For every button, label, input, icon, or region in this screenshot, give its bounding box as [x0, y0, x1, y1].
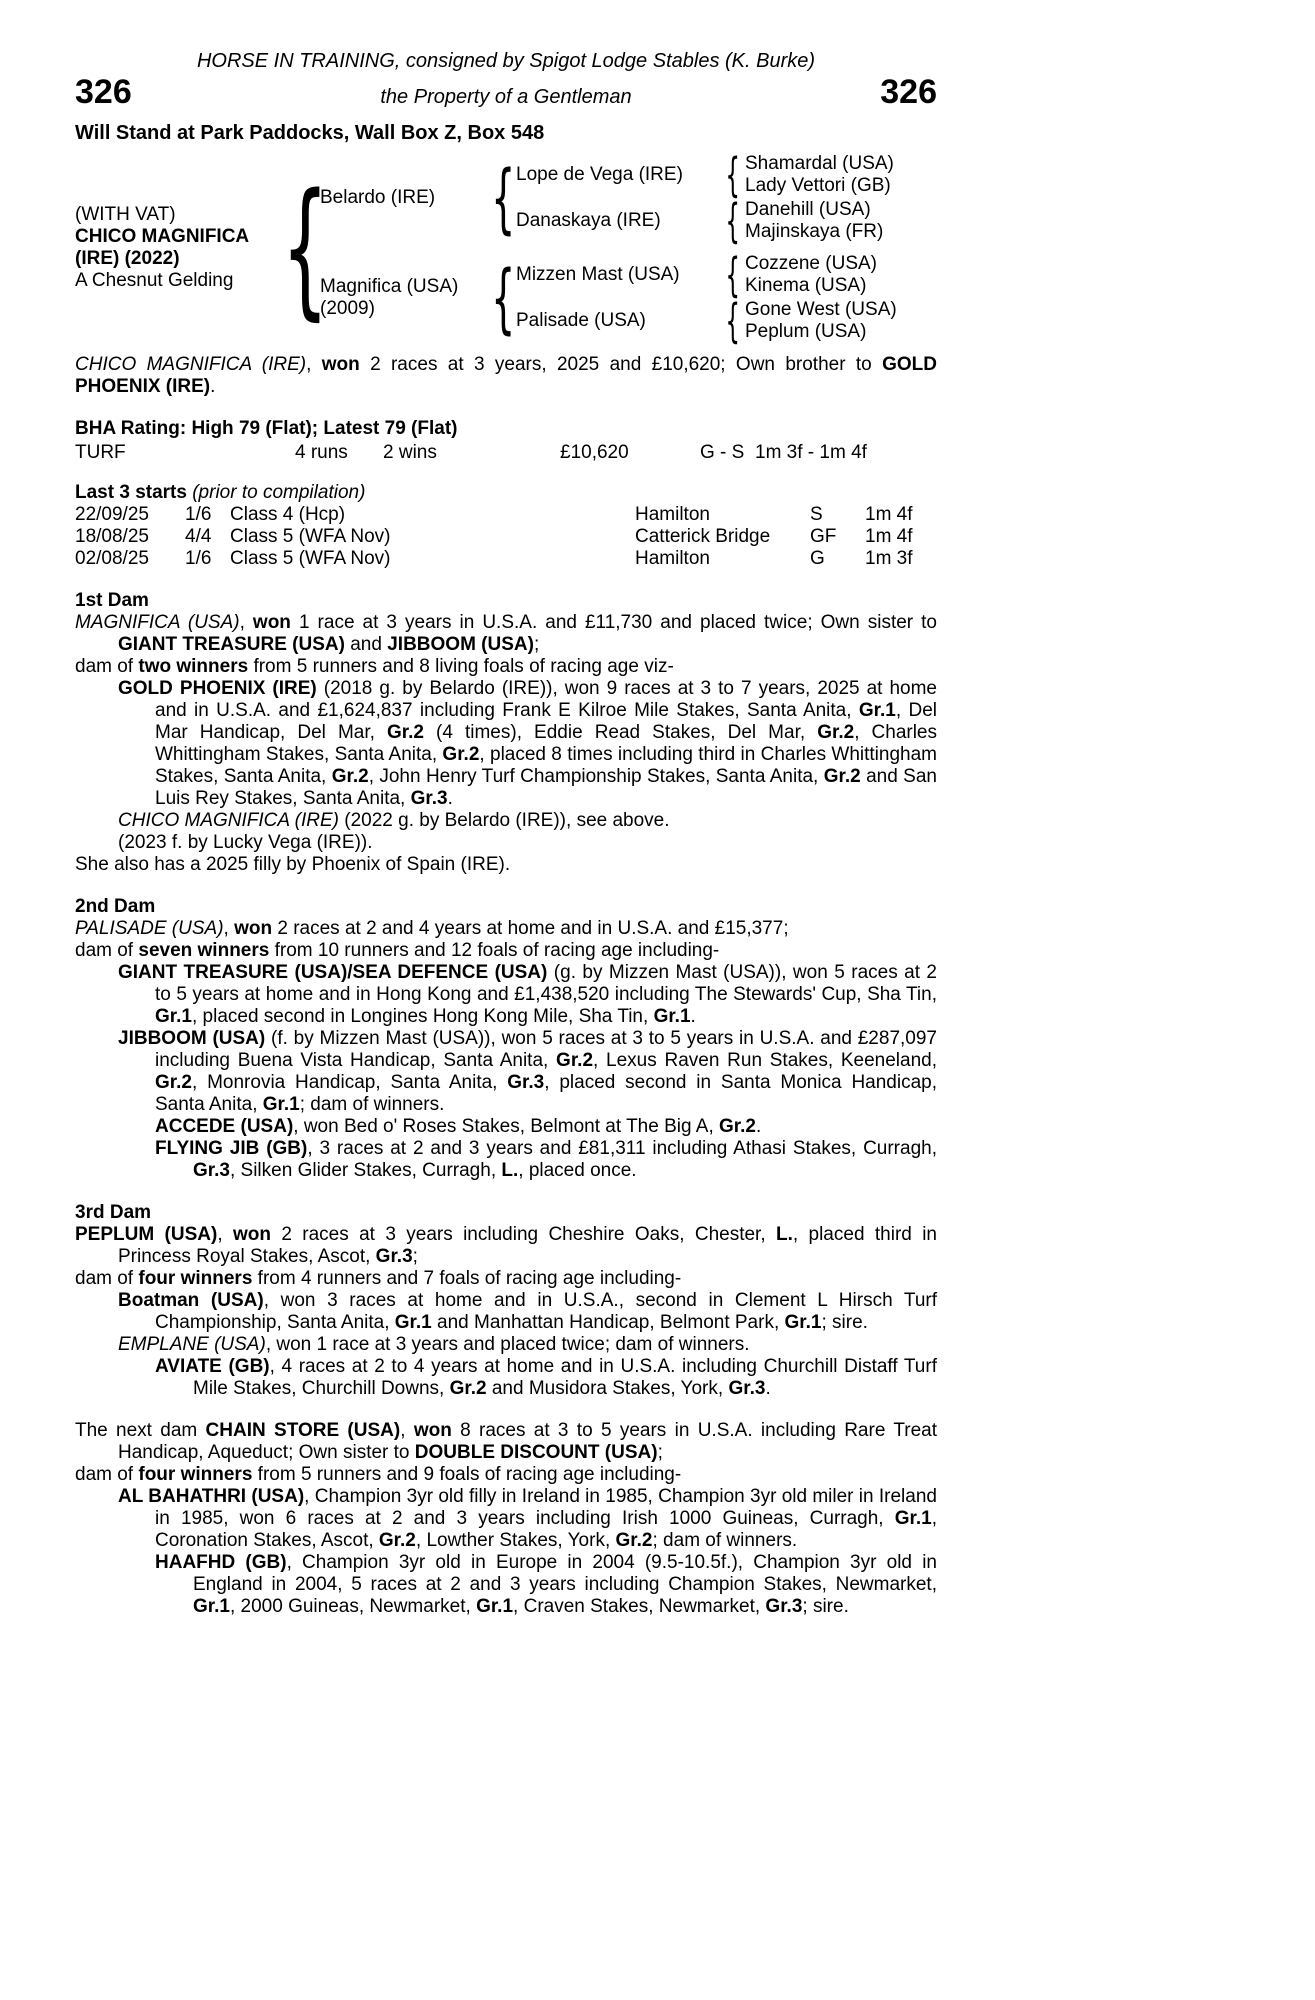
progeny-paragraph: (2023 f. by Lucky Vega (IRE)).: [118, 832, 373, 853]
vat-note: (WITH VAT): [75, 204, 176, 225]
bha-rating-block: [75, 418, 937, 464]
dam-produce-summary: dam of four winners from 4 runners and 7 foals of racing age including-: [75, 1268, 682, 1289]
consignor-line: HORSE IN TRAINING, consigned by Spigot Lodge Stables (K. Burke): [196, 50, 816, 72]
progeny-paragraph: Boatman (USA), won 3 races at home and in U.S.A., second in Clement L Hirsch Turf Championship, Santa Anita, Gr.1 and Manhattan Handicap, Belmont Park, Gr.1; sire.: [118, 1290, 938, 1333]
sire-sire-group: [516, 148, 894, 202]
dam-produce-summary: dam of four winners from 5 runners and 9 foals of racing age including-: [75, 1464, 682, 1485]
dam-dam-group: [516, 294, 897, 348]
dam-year: (2009): [320, 298, 375, 319]
first-dam-section: [75, 590, 937, 876]
dam-record-paragraph: PALISADE (USA), won 2 races at 2 and 4 years at home and in U.S.A. and £15,377;: [75, 918, 789, 939]
progeny-paragraph: AVIATE (GB), 4 races at 2 to 4 years at home and in U.S.A. including Churchill Distaff Turf Mile Stakes, Churchill Downs, Gr.2 and Musidora Stakes, York, Gr.3.: [155, 1356, 937, 1399]
sire-dam-group: [516, 194, 894, 248]
progeny-paragraph: GIANT TREASURE (USA)/SEA DEFENCE (USA) (g. by Mizzen Mast (USA)), won 5 races at 2 to 5 years at home and in Hong Kong and £1,438,520 including The Stewards' Cup, Sha Tin, Gr.1, placed second in Longines Hong Kong Mile, Sha Tin, Gr.1.: [118, 962, 937, 1027]
progeny-paragraph: FLYING JIB (GB), 3 races at 2 and 3 years and £81,311 including Athasi Stakes, Curragh, Gr.3, Silken Glider Stakes, Curragh, L., placed once.: [155, 1138, 937, 1181]
dam-produce-summary: dam of seven winners from 10 runners and 12 foals of racing age including-: [75, 940, 720, 961]
ancestor-name: Shamardal (USA): [745, 153, 894, 174]
lot-line: [75, 74, 937, 110]
ancestor-name: Peplum (USA): [745, 321, 867, 342]
sire-dam-parents: [745, 199, 883, 243]
turf-going-range: G - S: [700, 442, 745, 463]
ancestor-name: Danehill (USA): [745, 199, 871, 220]
last-starts-heading: [75, 482, 937, 504]
race-record-paragraph: CHICO MAGNIFICA (IRE), won 2 races at 3 years, 2025 and £10,620; Own brother to GOLD PHOENIX (IRE).: [75, 354, 937, 397]
sire-name: Belardo (IRE): [320, 187, 436, 208]
start-going: G: [810, 548, 825, 569]
start-date: 22/09/25: [75, 504, 149, 525]
section-heading-2nd-dam: 2nd Dam: [75, 896, 156, 917]
progeny-paragraph: CHICO MAGNIFICA (IRE) (2022 g. by Belardo (IRE)), see above.: [118, 810, 670, 831]
start-class: Class 5 (WFA Nov): [230, 526, 391, 547]
start-position: 1/6: [185, 548, 212, 569]
start-row: [75, 526, 937, 548]
pedigree-brace-dam-dam: {: [725, 294, 741, 348]
start-distance: 1m 3f: [865, 548, 913, 569]
next-dam-section: [75, 1420, 937, 1618]
second-dam-section: [75, 896, 937, 1182]
start-course: Hamilton: [635, 504, 710, 525]
dam-record-paragraph: MAGNIFICA (USA), won 1 race at 3 years in U.S.A. and £11,730 and placed twice; Own sister to GIANT TREASURE (USA) and JIBBOOM (USA);: [75, 612, 937, 655]
dam-group: [320, 248, 897, 348]
start-row: [75, 504, 937, 526]
start-going: GF: [810, 526, 837, 547]
sire-group: [320, 148, 897, 248]
dam-sire-parents: [745, 253, 877, 297]
section-heading-3rd-dam: 3rd Dam: [75, 1202, 152, 1223]
stand-location-line: Will Stand at Park Paddocks, Wall Box Z, Box 548: [75, 122, 545, 144]
progeny-paragraph: AL BAHATHRI (USA), Champion 3yr old filly in Ireland in 1985, Champion 3yr old miler in Ireland in 1985, won 6 races at 2 and 3 years including Irish 1000 Guineas, Curragh, Gr.1, Coronation Stakes, Ascot, Gr.2, Lowther Stakes, York, Gr.2; dam of winners.: [118, 1486, 937, 1551]
progeny-paragraph: EMPLANE (USA), won 1 race at 3 years and placed twice; dam of winners.: [118, 1334, 750, 1355]
progeny-paragraph: JIBBOOM (USA) (f. by Mizzen Mast (USA)), won 5 races at 3 to 5 years in U.S.A. and £287,097 including Buena Vista Handicap, Santa Anita, Gr.2, Lexus Raven Run Stakes, Keeneland, Gr.2, Monrovia Handicap, Santa Anita, Gr.3, placed second in Santa Monica Handicap, Santa Anita, Gr.1; dam of winners.: [118, 1028, 938, 1115]
dam-dam-parents: [745, 299, 897, 343]
note-paragraph: She also has a 2025 filly by Phoenix of Spain (IRE).: [75, 854, 511, 875]
catalogue-page: [75, 0, 937, 1618]
start-date: 18/08/25: [75, 526, 149, 547]
subject-horse-block: [75, 204, 290, 292]
start-course: Catterick Bridge: [635, 526, 771, 547]
ancestor-name: Kinema (USA): [745, 275, 867, 296]
subject-description: A Chesnut Gelding: [75, 270, 234, 291]
progeny-paragraph: ACCEDE (USA), won Bed o' Roses Stakes, Belmont at The Big A, Gr.2.: [155, 1116, 762, 1137]
pedigree-brace-dam: {: [490, 253, 516, 342]
sire-sire-name: Lope de Vega (IRE): [516, 164, 683, 185]
dam-gen2-column: [516, 248, 897, 348]
dam-dam-name: Palisade (USA): [516, 310, 646, 331]
progeny-paragraph: GOLD PHOENIX (IRE) (2018 g. by Belardo (IRE)), won 9 races at 3 to 7 years, 2025 at home and in U.S.A. and £1,624,837 including Frank E Kilroe Mile Stakes, Santa Anita, Gr.1, Del Mar Handicap, Del Mar, Gr.2 (4 times), Eddie Read Stakes, Del Mar, Gr.2, Charles Whittingham Stakes, Santa Anita, Gr.2, placed 8 times including third in Charles Whittingham Stakes, Santa Anita, Gr.2, John Henry Turf Championship Stakes, Santa Anita, Gr.2 and San Luis Rey Stakes, Santa Anita, Gr.3.: [118, 678, 937, 809]
turf-earnings: £10,620: [560, 442, 629, 463]
pedigree-brace-sire: {: [490, 153, 516, 242]
dam-record-paragraph: PEPLUM (USA), won 2 races at 3 years including Cheshire Oaks, Chester, L., placed third in Princess Royal Stakes, Ascot, Gr.3;: [75, 1224, 937, 1267]
ancestor-name: Majinskaya (FR): [745, 221, 884, 242]
sire-dam-name: Danaskaya (IRE): [516, 210, 661, 231]
pedigree-gen1-column: [320, 148, 897, 348]
start-going: S: [810, 504, 823, 525]
pedigree-brace-sire-sire: {: [725, 148, 741, 202]
dam-name-block: [320, 276, 490, 320]
bha-rating-line: BHA Rating: High 79 (Flat); Latest 79 (Flat): [75, 418, 458, 439]
start-class: Class 5 (WFA Nov): [230, 548, 391, 569]
progeny-paragraph: HAAFHD (GB), Champion 3yr old in Europe in 2004 (9.5-10.5f.), Champion 3yr old in England in 2004, 5 races at 2 and 3 years including Champion Stakes, Newmarket, Gr.1, 2000 Guineas, Newmarket, Gr.1, Craven Stakes, Newmarket, Gr.3; sire.: [155, 1552, 937, 1617]
turf-distance-range: 1m 3f - 1m 4f: [755, 442, 867, 463]
dam-sire-name: Mizzen Mast (USA): [516, 264, 680, 285]
start-course: Hamilton: [635, 548, 710, 569]
start-row: [75, 548, 937, 570]
turf-runs: 4 runs: [295, 442, 348, 463]
ancestor-name: Gone West (USA): [745, 299, 897, 320]
ancestor-name: Cozzene (USA): [745, 253, 877, 274]
dam-name: Magnifica (USA): [320, 276, 459, 297]
section-heading-1st-dam: 1st Dam: [75, 590, 149, 611]
start-class: Class 4 (Hcp): [230, 504, 346, 525]
dam-sire-group: [516, 248, 897, 302]
pedigree-brace-sire-dam: {: [725, 194, 741, 248]
start-position: 4/4: [185, 526, 212, 547]
lot-number-left: 326: [75, 73, 132, 111]
lot-number-right: 326: [880, 73, 937, 111]
start-distance: 1m 4f: [865, 526, 913, 547]
subject-name: CHICO MAGNIFICA: [75, 226, 250, 247]
dam-produce-summary: dam of two winners from 5 runners and 8 living foals of racing age viz-: [75, 656, 674, 677]
start-distance: 1m 4f: [865, 504, 913, 525]
third-dam-section: [75, 1202, 937, 1400]
pedigree-brace-outer: {: [281, 162, 329, 334]
last-starts-block: [75, 482, 937, 570]
ancestor-name: Lady Vettori (GB): [745, 175, 891, 196]
turf-summary-row: [75, 442, 937, 464]
last-starts-title: Last 3 starts: [75, 482, 187, 503]
start-date: 02/08/25: [75, 548, 149, 569]
last-starts-subtitle: (prior to compilation): [192, 482, 366, 503]
sire-gen2-column: [516, 148, 894, 248]
turf-wins: 2 wins: [383, 442, 437, 463]
pedigree-table: [75, 148, 937, 348]
turf-label: TURF: [75, 442, 126, 463]
next-dam-paragraph: The next dam CHAIN STORE (USA), won 8 races at 3 to 5 years in U.S.A. including Rare Treat Handicap, Aqueduct; Own sister to DOUBLE DISCOUNT (USA);: [75, 1420, 937, 1463]
start-position: 1/6: [185, 504, 212, 525]
pedigree-brace-dam-sire: {: [725, 248, 741, 302]
sire-sire-parents: [745, 153, 894, 197]
subject-suffix: (IRE) (2022): [75, 248, 180, 269]
property-line: the Property of a Gentleman: [380, 86, 632, 108]
